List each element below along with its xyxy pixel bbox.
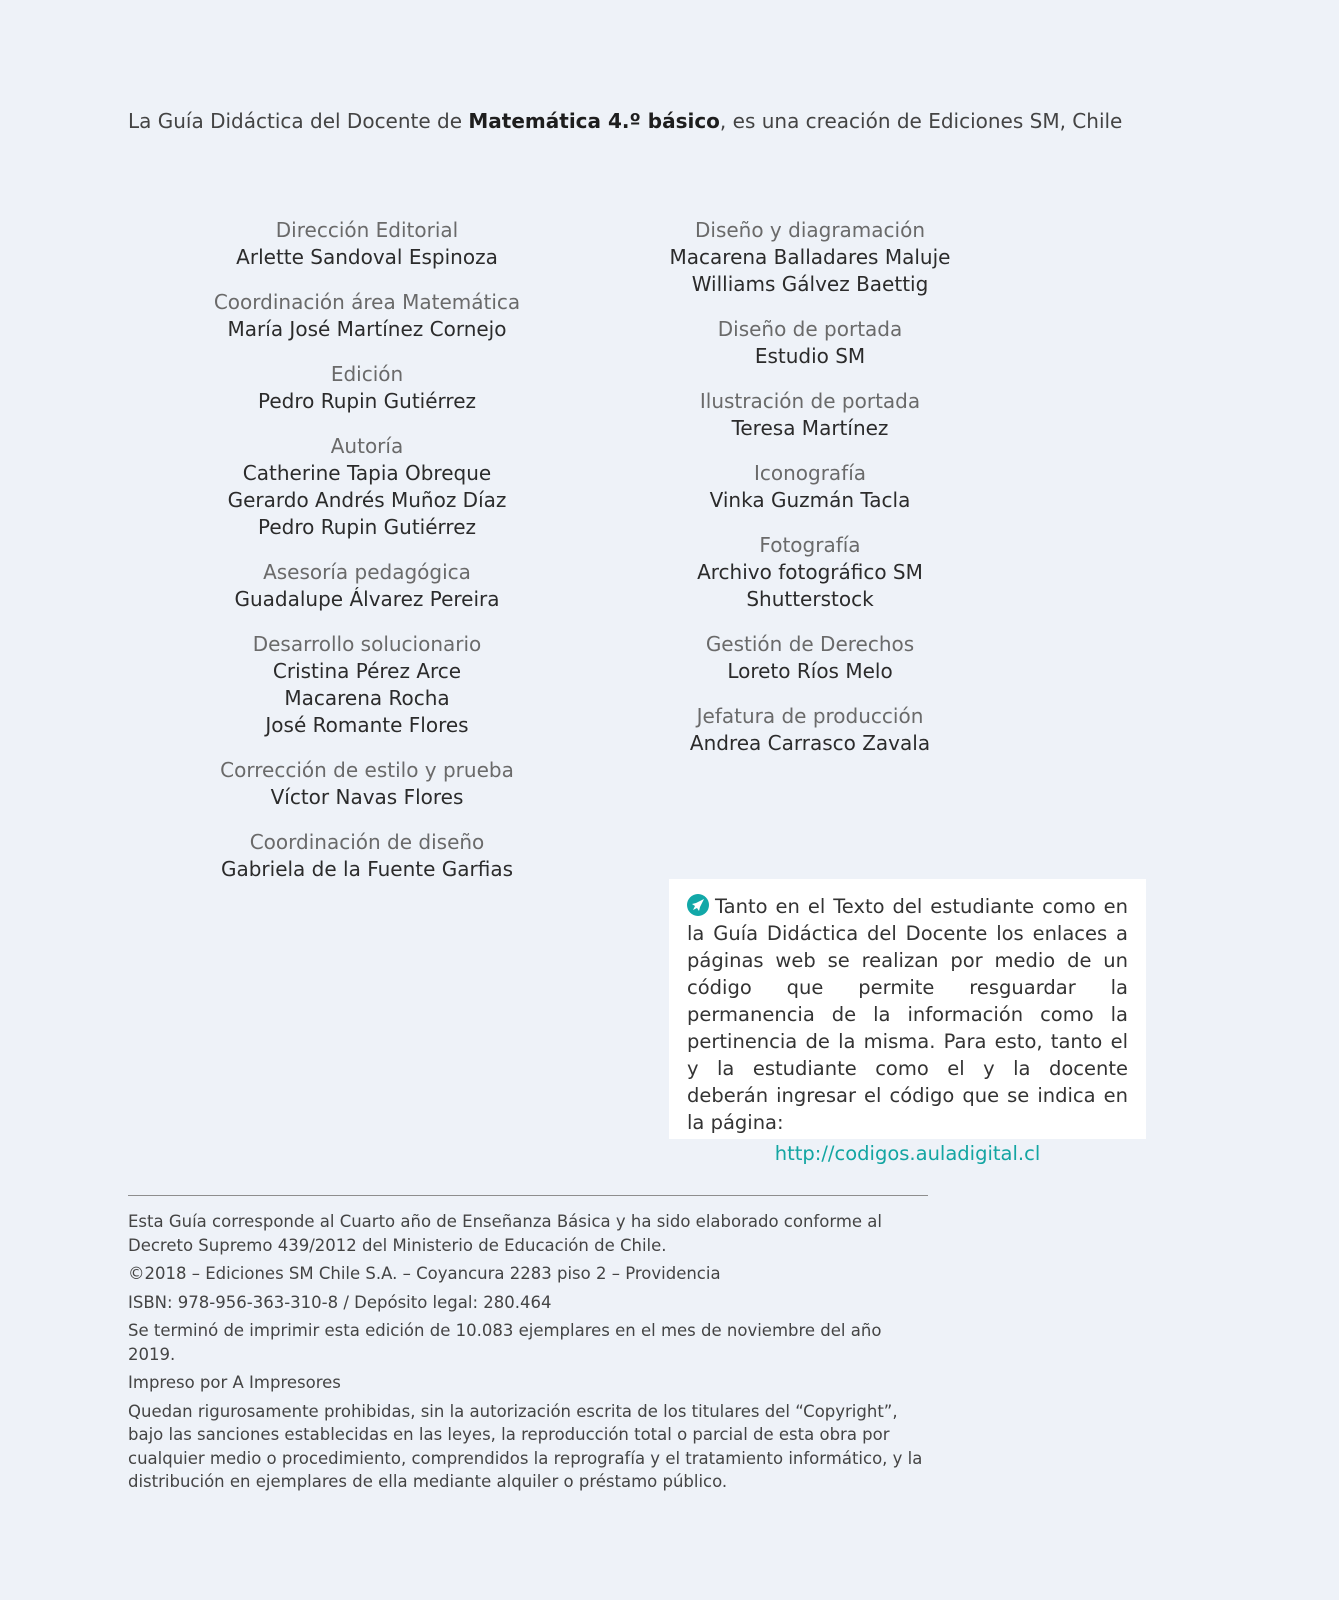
intro-line xyxy=(128,109,1122,133)
credit-person: José Romante Flores xyxy=(265,713,469,737)
legal-paragraph: ISBN: 978-956-363-310-8 / Depósito legal: 280.464 xyxy=(128,1292,552,1312)
credit-group xyxy=(157,217,577,271)
credit-person: Andrea Carrasco Zavala xyxy=(689,731,931,755)
legal-paragraph: Se terminó de imprimir esta edición de 10.083 ejemplares en el mes de noviembre del año 2019. xyxy=(128,1321,882,1364)
notice-body xyxy=(687,893,1128,1136)
credit-group xyxy=(600,460,1020,514)
credit-role: Asesoría pedagógica xyxy=(263,560,471,584)
credit-person: Vinka Guzmán Tacla xyxy=(709,488,911,512)
credit-group xyxy=(600,703,1020,757)
credit-person: Cristina Pérez Arce xyxy=(272,659,462,683)
legal-notes xyxy=(128,1210,928,1499)
credit-group xyxy=(157,757,577,811)
credit-person: Shutterstock xyxy=(746,587,874,611)
intro-suffix: , es una creación de Ediciones SM, Chile xyxy=(719,109,1123,133)
credit-person: Pedro Rupin Gutiérrez xyxy=(257,389,477,413)
credit-person: Williams Gálvez Baettig xyxy=(691,272,929,296)
divider xyxy=(128,1195,928,1196)
credit-role: Diseño de portada xyxy=(717,317,903,341)
legal-paragraph: Impreso por A Impresores xyxy=(128,1373,341,1392)
book-title: Matemática 4.º básico xyxy=(468,109,720,133)
credit-person: Macarena Rocha xyxy=(284,686,450,710)
credit-person: Estudio SM xyxy=(754,344,866,368)
credit-role: Jefatura de producción xyxy=(696,704,924,728)
legal-paragraph: Quedan rigurosamente prohibidas, sin la autorización escrita de los titulares del “Copyright”, bajo las sanciones establecidas en las leyes, la reproducción total o parcial de esta obra por cualquier medio o procedimiento, comprendidos la reprografía y el tratamiento informático, y la distribución en ejemplares de ella mediante alquiler o préstamo público. xyxy=(128,1401,923,1491)
credit-group xyxy=(600,316,1020,370)
credits-right-column xyxy=(600,217,1020,775)
credit-group xyxy=(157,631,577,739)
credit-role: Ilustración de portada xyxy=(699,389,921,413)
credit-person: Catherine Tapia Obreque xyxy=(242,461,492,485)
links-notice-box xyxy=(669,879,1146,1165)
credit-person: Víctor Navas Flores xyxy=(270,785,464,809)
credit-role: Edición xyxy=(330,362,404,386)
credit-role: Autoría xyxy=(330,434,404,458)
credit-group xyxy=(600,631,1020,685)
credit-group xyxy=(600,388,1020,442)
credit-person: Loreto Ríos Melo xyxy=(727,659,893,683)
codes-link[interactable]: http://codigos.auladigital.cl xyxy=(774,1142,1041,1165)
credit-group xyxy=(157,361,577,415)
credit-role: Desarrollo solucionario xyxy=(252,632,482,656)
credits-left-column xyxy=(157,217,577,901)
notice-text: Tanto en el Texto del estudiante como en la Guía Didáctica del Docente los enlaces a páginas web se realizan por medio de un código que permite resguardar la permanencia de la información como la pertinencia de la misma. Para esto, tanto el y la estudiante como el y la docente deberán ingresar el código que se indica en la página: xyxy=(687,895,1128,1134)
credit-person: Gerardo Andrés Muñoz Díaz xyxy=(227,488,507,512)
credit-person: Pedro Rupin Gutiérrez xyxy=(257,515,477,539)
credit-person: Archivo fotográfico SM xyxy=(697,560,923,584)
rocket-icon xyxy=(687,894,709,916)
credit-role: Gestión de Derechos xyxy=(705,632,915,656)
intro-prefix: La Guía Didáctica del Docente de xyxy=(128,109,469,133)
credit-person: Gabriela de la Fuente Garfias xyxy=(220,857,514,881)
credit-role: Fotografía xyxy=(759,533,861,557)
credit-role: Dirección Editorial xyxy=(275,218,459,242)
credit-group xyxy=(157,559,577,613)
credit-group xyxy=(157,829,577,883)
credit-role: Corrección de estilo y prueba xyxy=(220,758,514,782)
credit-role: Diseño y diagramación xyxy=(694,218,926,242)
credit-role: Coordinación área Matemática xyxy=(213,290,521,314)
credit-role: Iconografía xyxy=(753,461,867,485)
credit-group xyxy=(600,217,1020,298)
credit-group xyxy=(157,289,577,343)
credit-person: Guadalupe Álvarez Pereira xyxy=(234,587,500,611)
credit-group xyxy=(600,532,1020,613)
credit-person: María José Martínez Cornejo xyxy=(227,317,507,341)
legal-paragraph: Esta Guía corresponde al Cuarto año de Enseñanza Básica y ha sido elaborado conforme al Decreto Supremo 439/2012 del Ministerio de Educación de Chile. xyxy=(128,1212,882,1255)
credit-person: Teresa Martínez xyxy=(731,416,889,440)
credit-person: Arlette Sandoval Espinoza xyxy=(236,245,498,269)
credit-person: Macarena Balladares Maluje xyxy=(669,245,951,269)
credit-role: Coordinación de diseño xyxy=(249,830,485,854)
legal-paragraph: ©2018 – Ediciones SM Chile S.A. – Coyancura 2283 piso 2 – Providencia xyxy=(128,1264,721,1283)
credit-group xyxy=(157,433,577,541)
